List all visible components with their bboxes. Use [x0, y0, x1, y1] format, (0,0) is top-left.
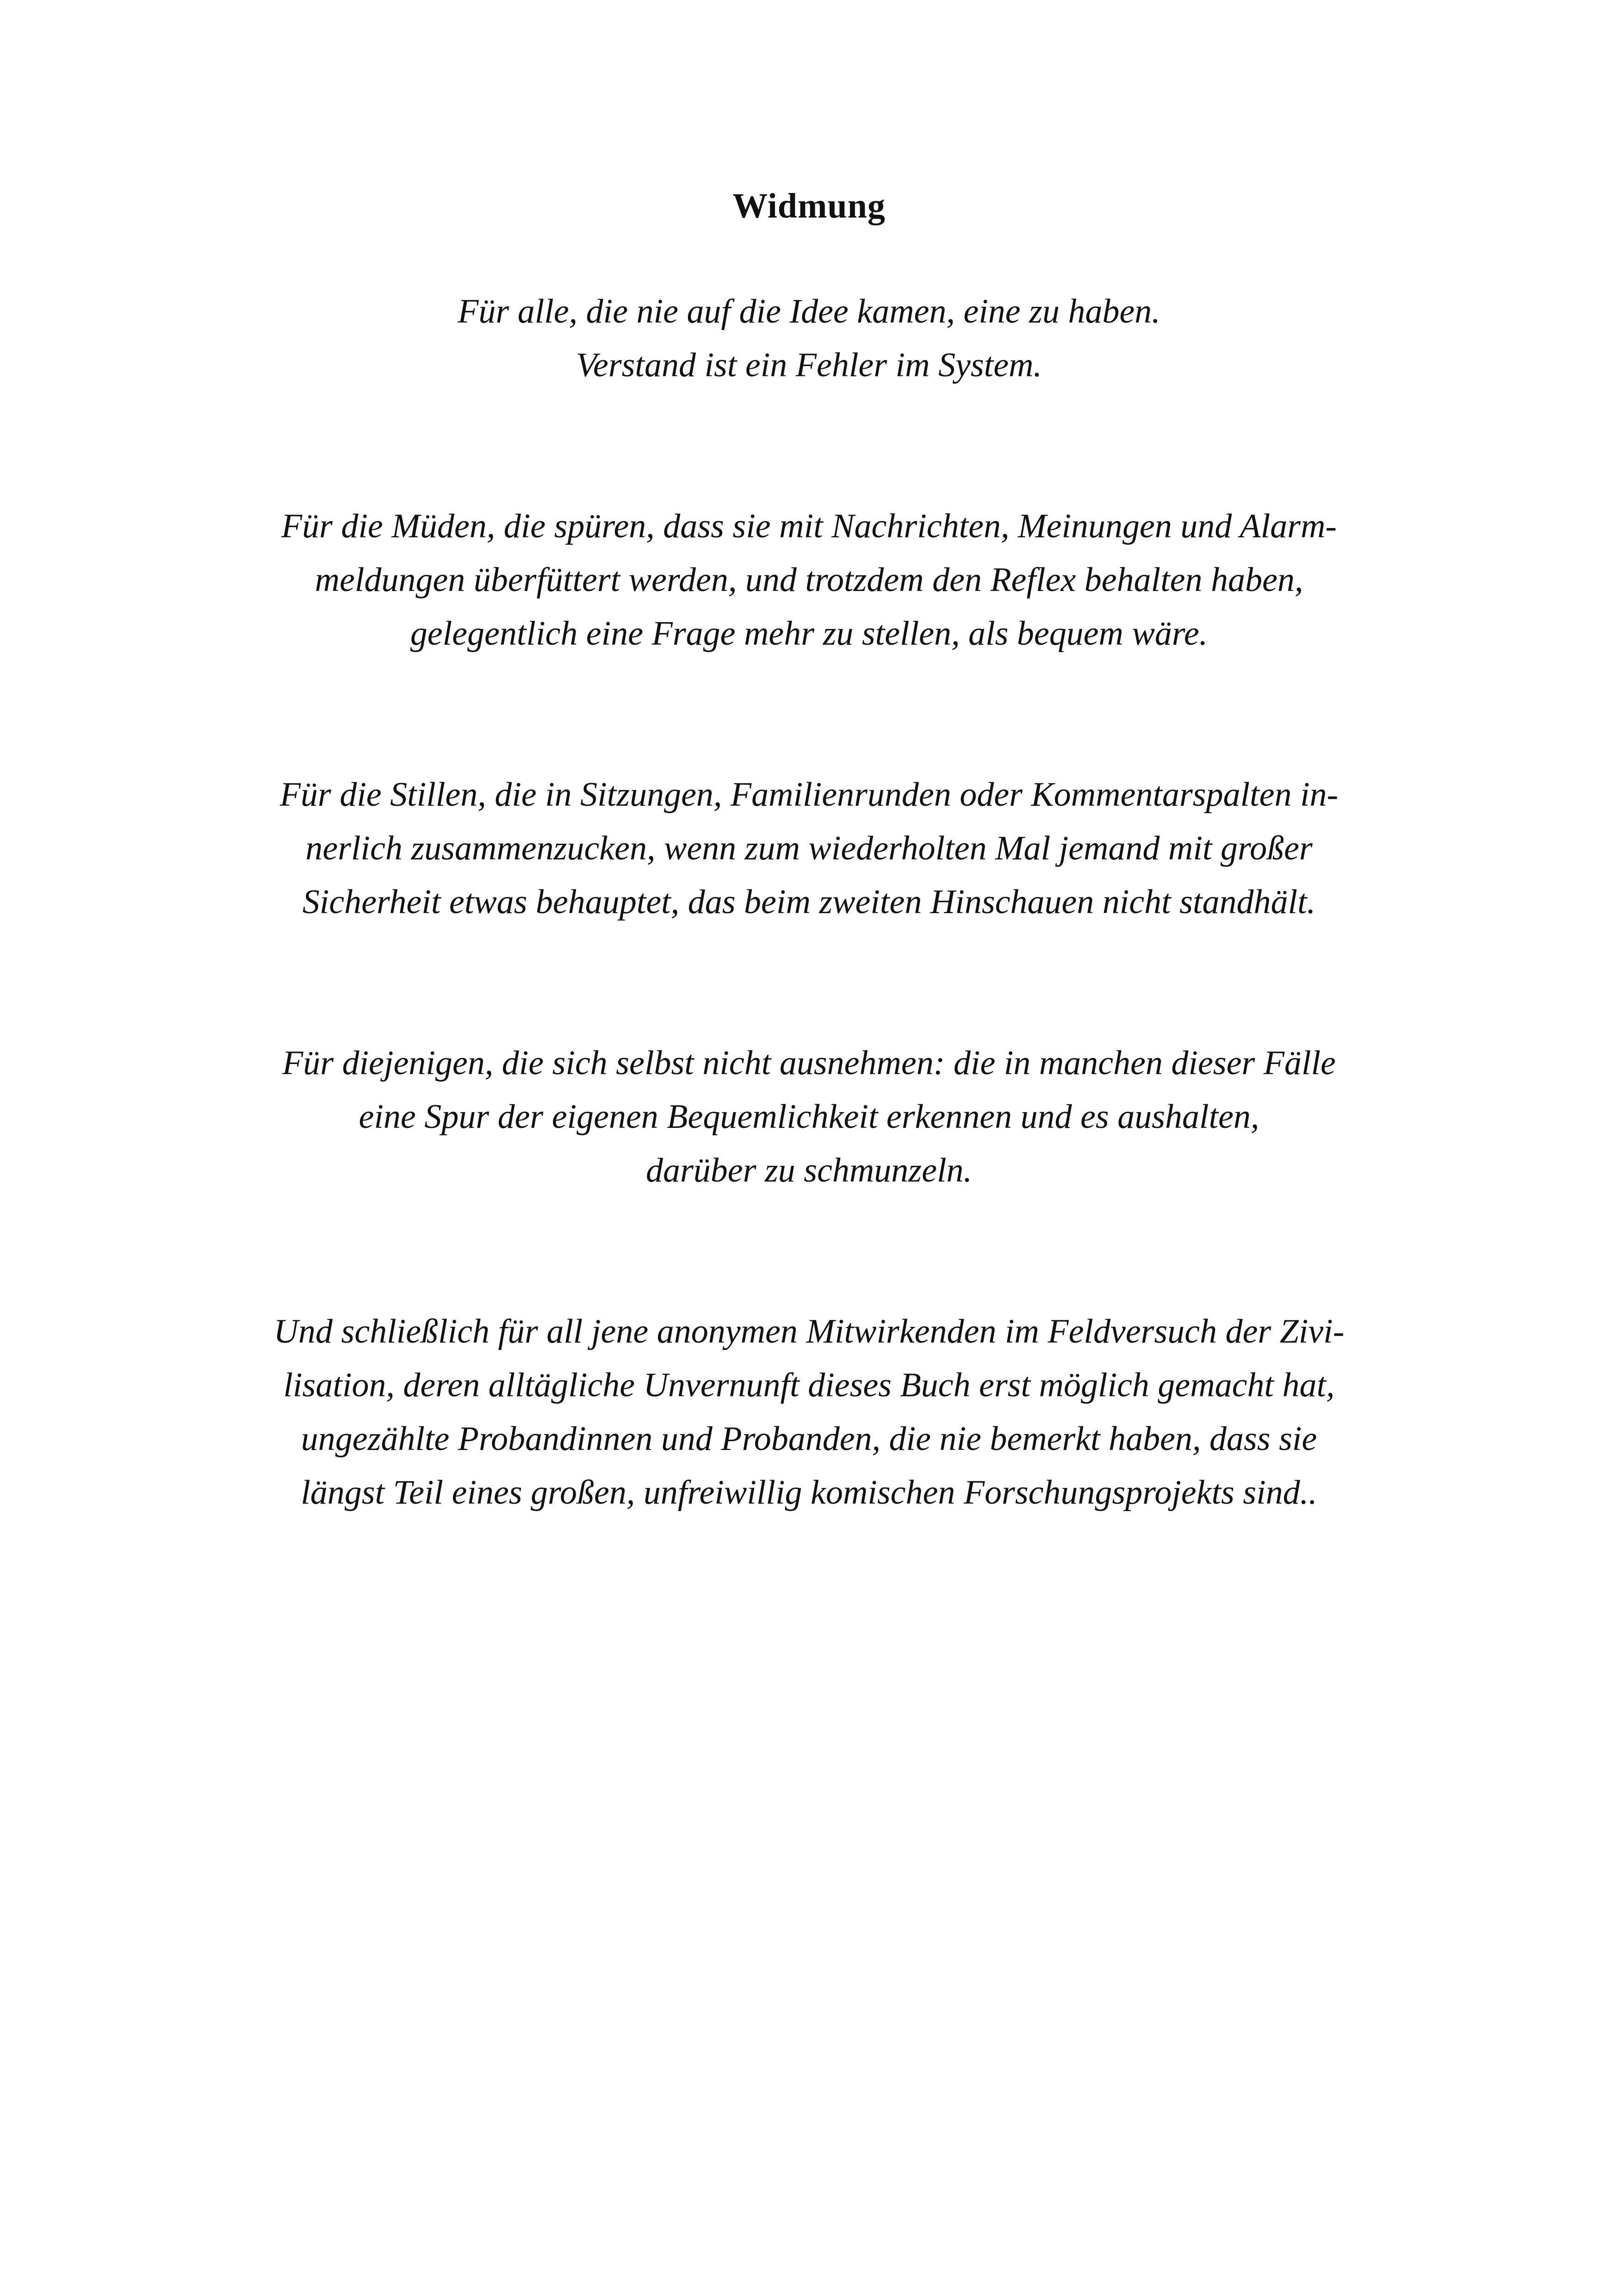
text-line: ungezählte Probandinnen und Probanden, die nie bemerkt haben, dass sie: [301, 1420, 1317, 1458]
text-line: Und schließlich für all jene anonymen Mitwirkenden im Feldversuch der Zivi-: [273, 1313, 1345, 1350]
page-title: Widmung: [732, 187, 886, 225]
text-line: gelegentlich eine Frage mehr zu stellen, als bequem wäre.: [410, 615, 1208, 653]
text-line: meldungen überfüttert werden, und trotzdem den Reflex behalten haben,: [315, 561, 1303, 599]
text-line: Für die Müden, die spüren, dass sie mit Nachrichten, Meinungen und Alarm-: [281, 507, 1337, 545]
text-line: Sicherheit etwas behauptet, das beim zweiten Hinschauen nicht standhält.: [302, 883, 1316, 921]
text-line: Für alle, die nie auf die Idee kamen, eine zu haben.: [458, 292, 1160, 330]
text-line: Für die Stillen, die in Sitzungen, Familienrunden oder Kommentarspalten in-: [279, 776, 1339, 814]
text-line: eine Spur der eigenen Bequemlichkeit erkennen und es aushalten,: [359, 1098, 1259, 1136]
text-line: Verstand ist ein Fehler im System.: [576, 346, 1042, 384]
dedication-paragraph: [0, 1036, 1618, 1197]
dedication-paragraph: [0, 285, 1618, 392]
text-line: nerlich zusammenzucken, wenn zum wiederholten Mal jemand mit großer: [305, 829, 1313, 867]
dedication-paragraph: [0, 499, 1618, 660]
text-line: darüber zu schmunzeln.: [645, 1151, 973, 1189]
dedication-paragraph: [0, 768, 1618, 929]
dedication-text: [0, 285, 1618, 1627]
dedication-paragraph: [0, 1305, 1618, 1519]
text-line: lisation, deren alltägliche Unvernunft dieses Buch erst möglich gemacht hat,: [283, 1366, 1335, 1404]
text-line: längst Teil eines großen, unfreiwillig komischen Forschungsprojekts sind..: [301, 1474, 1317, 1512]
text-line: Für diejenigen, die sich selbst nicht ausnehmen: die in manchen dieser Fälle: [282, 1044, 1336, 1082]
